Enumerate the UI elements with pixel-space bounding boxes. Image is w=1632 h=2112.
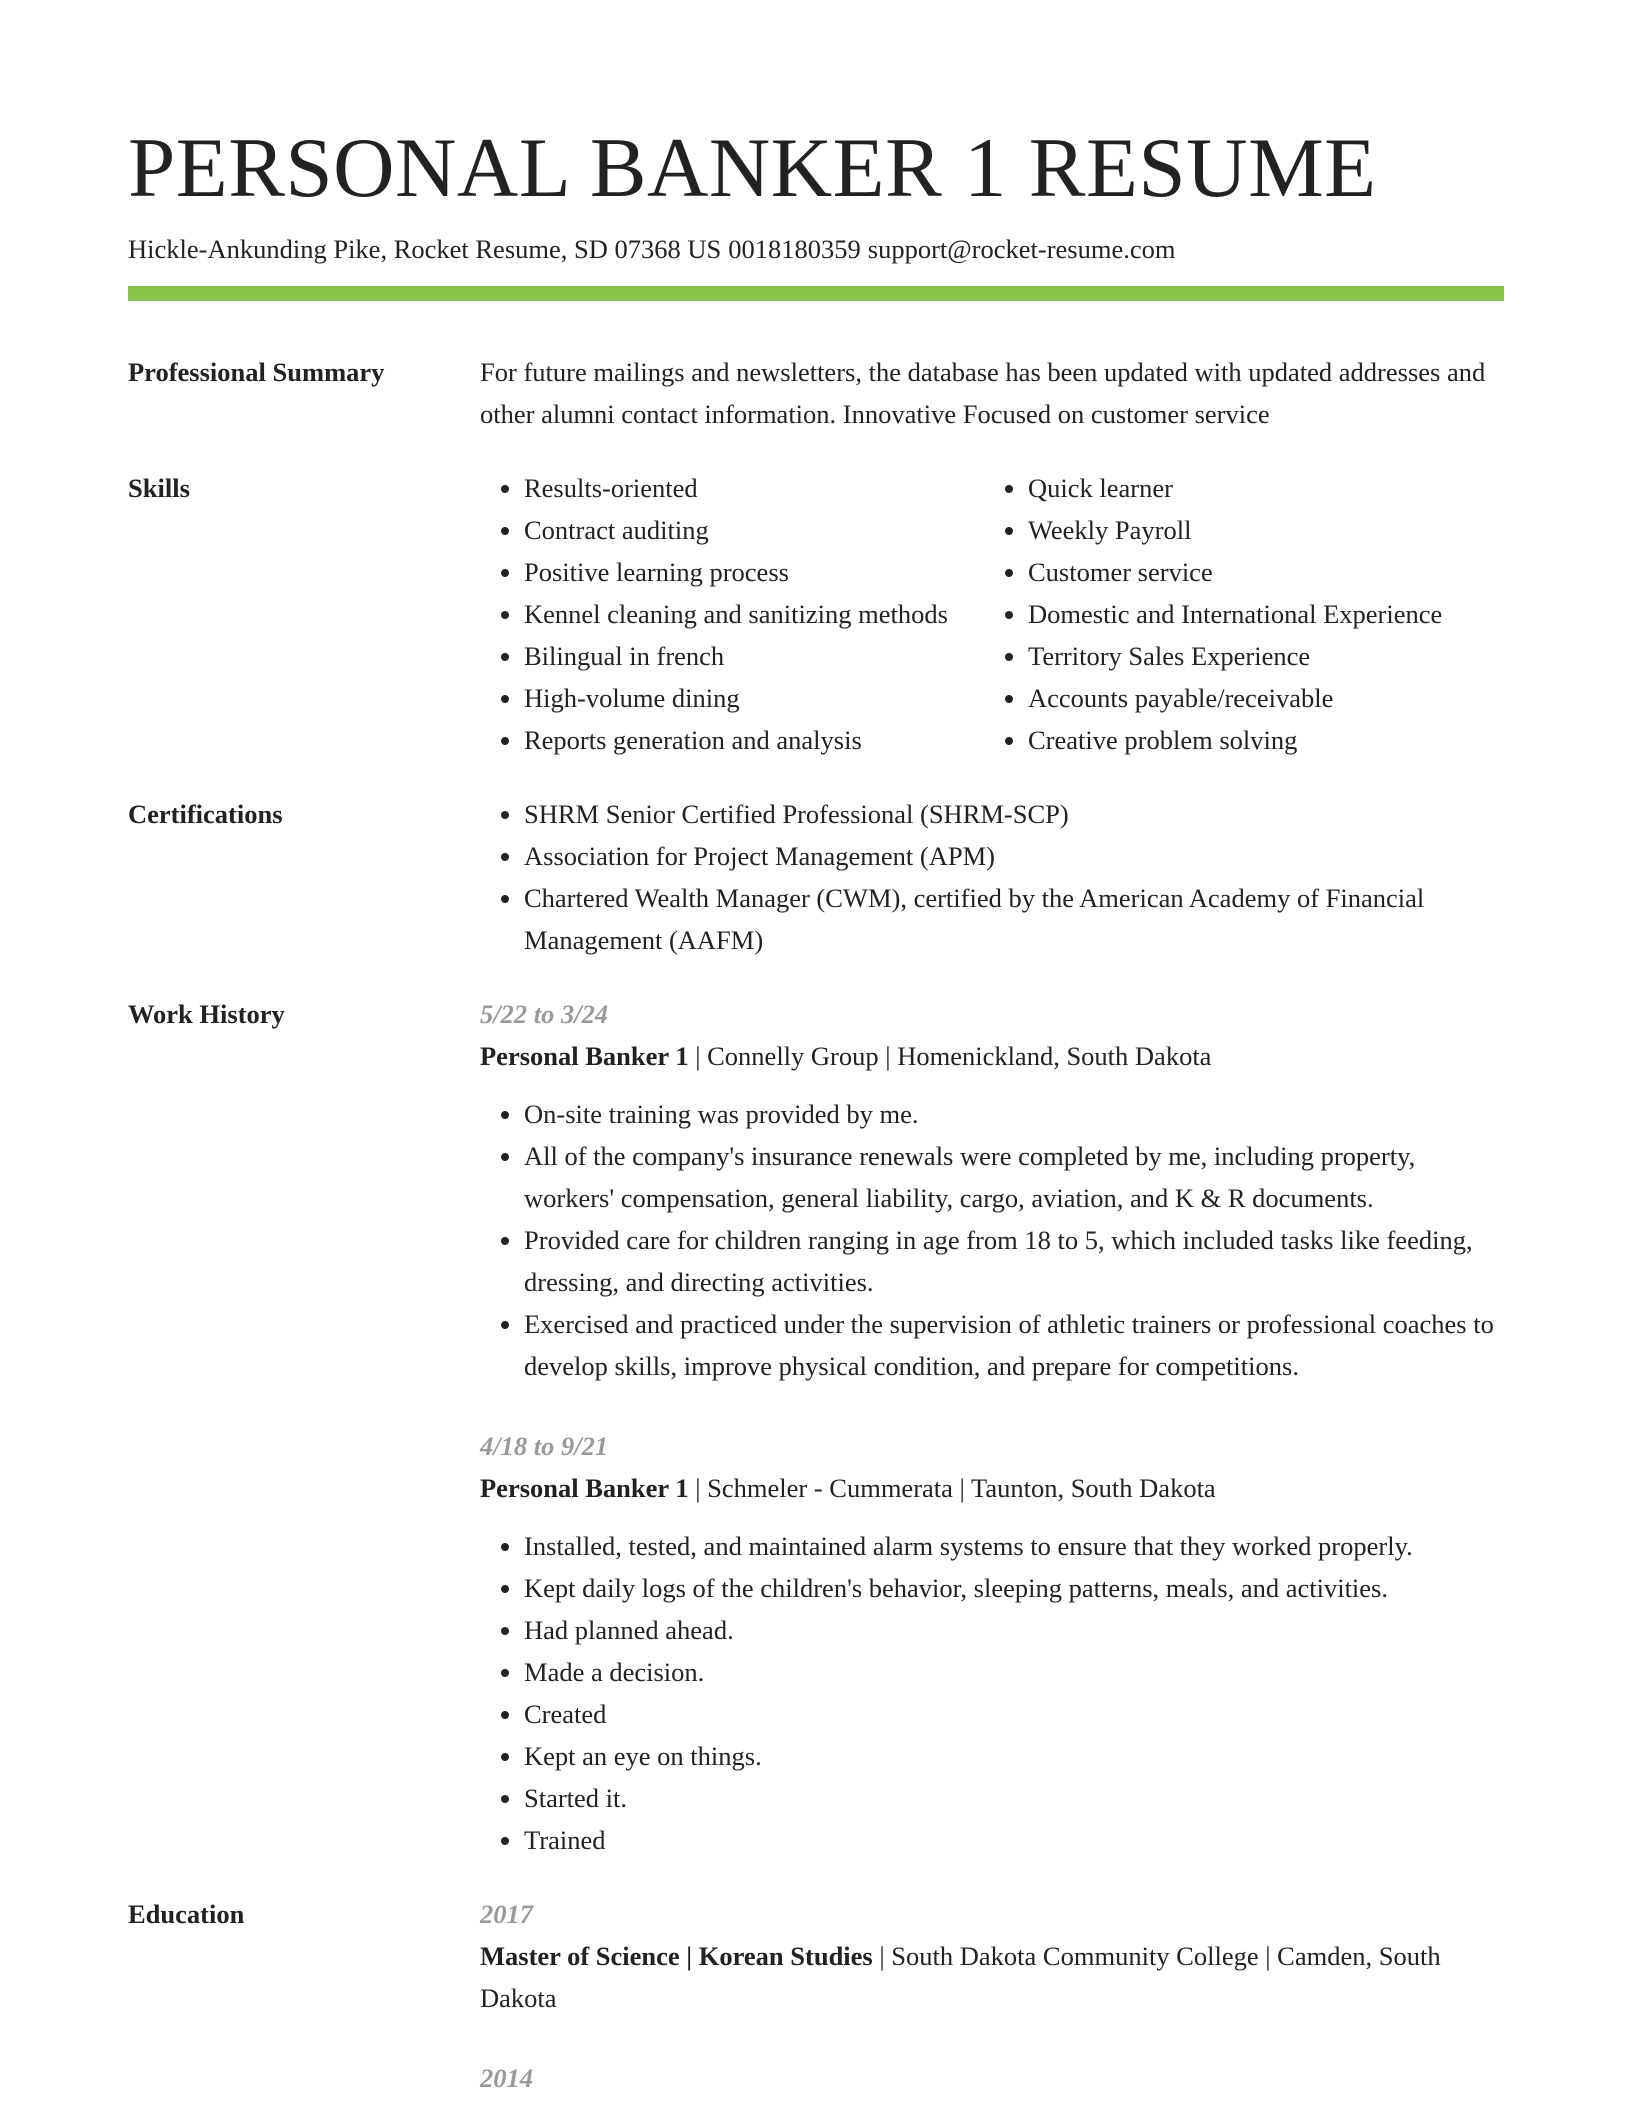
job-bullet: • On-site training was provided by me. xyxy=(524,1093,1504,1135)
job-details: | Schmeler - Cummerata | Taunton, South Dakota xyxy=(688,1473,1216,1503)
certification-item: • Association for Project Management (APM) xyxy=(524,835,1504,877)
skill-item: • Creative problem solving xyxy=(1028,719,1442,761)
job-bullet: • Made a decision. xyxy=(524,1651,1504,1693)
skill-item: • Positive learning process xyxy=(524,551,984,593)
contact-email[interactable]: support@rocket-resume.com xyxy=(867,234,1176,264)
skill-item: • Reports generation and analysis xyxy=(524,719,984,761)
education-entry xyxy=(480,2057,1504,2099)
skills-list-left xyxy=(480,467,984,761)
section-summary xyxy=(128,351,1504,435)
section-certifications xyxy=(128,793,1504,961)
skill-item: • High-volume dining xyxy=(524,677,984,719)
job-bullet: • Had planned ahead. xyxy=(524,1609,1504,1651)
job-dates: 5/22 to 3/24 xyxy=(480,999,609,1029)
job-title: Personal Banker 1 xyxy=(480,1041,689,1071)
contact-phone: 0018180359 xyxy=(728,234,861,264)
certification-item: • SHRM Senior Certified Professional (SHRM-SCP) xyxy=(524,793,1504,835)
job-dates: 4/18 to 9/21 xyxy=(480,1431,609,1461)
skill-item: • Domestic and International Experience xyxy=(1028,593,1442,635)
education-degree: Master of Science | Korean Studies xyxy=(480,1941,873,1971)
skill-item: • Bilingual in french xyxy=(524,635,984,677)
education-year: 2017 xyxy=(480,1899,533,1929)
job-bullet: • Kept daily logs of the children's behavior, sleeping patterns, meals, and activities. xyxy=(524,1567,1504,1609)
skill-item: • Weekly Payroll xyxy=(1028,509,1442,551)
accent-rule xyxy=(128,286,1504,301)
skill-item: • Contract auditing xyxy=(524,509,984,551)
education-year: 2014 xyxy=(480,2063,533,2093)
skill-item: • Accounts payable/receivable xyxy=(1028,677,1442,719)
section-work-history xyxy=(128,993,1504,1861)
job-bullet: • Exercised and practiced under the supervision of athletic trainers or professional coaches to develop skills, improve physical condition, and prepare for competitions. xyxy=(524,1303,1504,1387)
page-title: PERSONAL BANKER 1 RESUME xyxy=(128,121,1377,215)
job-bullet: • All of the company's insurance renewals were completed by me, including property, workers' compensation, general liability, cargo, aviation, and K & R documents. xyxy=(524,1135,1504,1219)
skill-item: • Territory Sales Experience xyxy=(1028,635,1442,677)
job-bullet: • Kept an eye on things. xyxy=(524,1735,1504,1777)
job-bullet: • Installed, tested, and maintained alarm systems to ensure that they worked properly. xyxy=(524,1525,1504,1567)
job-bullets xyxy=(480,1093,1504,1387)
certification-item: • Chartered Wealth Manager (CWM), certified by the American Academy of Financial Management (AAFM) xyxy=(524,877,1504,961)
contact-line xyxy=(128,230,1182,268)
contact-address: Hickle-Ankunding Pike, Rocket Resume, SD 07368 US xyxy=(128,234,722,264)
section-label-education: Education xyxy=(128,1899,245,1929)
skills-list-right xyxy=(984,467,1442,761)
section-label-summary: Professional Summary xyxy=(128,357,385,387)
job-bullets xyxy=(480,1525,1504,1861)
resume-content xyxy=(128,351,1504,2099)
education-entry xyxy=(480,1893,1504,2019)
job-bullet: • Started it. xyxy=(524,1777,1504,1819)
skill-item: • Customer service xyxy=(1028,551,1442,593)
job-bullet: • Created xyxy=(524,1693,1504,1735)
skill-item: • Results-oriented xyxy=(524,467,984,509)
section-education xyxy=(128,1893,1504,2099)
job-entry xyxy=(480,1425,1504,1861)
summary-text: For future mailings and newsletters, the database has been updated with updated addresses and other alumni contact information. Innovative Focused on customer service xyxy=(480,357,1486,429)
certifications-list xyxy=(480,793,1504,961)
section-label-certifications: Certifications xyxy=(128,799,283,829)
skill-item: • Kennel cleaning and sanitizing methods xyxy=(524,593,984,635)
job-title: Personal Banker 1 xyxy=(480,1473,689,1503)
job-title-line xyxy=(480,1035,1504,1077)
skill-item: • Quick learner xyxy=(1028,467,1442,509)
education-line xyxy=(480,1935,1504,2019)
job-details: | Connelly Group | Homenickland, South Dakota xyxy=(688,1041,1212,1071)
job-bullet: • Provided care for children ranging in age from 18 to 5, which included tasks like feeding, dressing, and directing activities. xyxy=(524,1219,1504,1303)
job-title-line xyxy=(480,1467,1504,1509)
education-details: | South Dakota Community College | Camden, South Dakota xyxy=(480,1941,1441,2013)
job-bullet: • Trained xyxy=(524,1819,1504,1861)
section-skills xyxy=(128,467,1504,761)
section-label-work: Work History xyxy=(128,999,285,1029)
section-label-skills: Skills xyxy=(128,473,190,503)
job-entry xyxy=(480,993,1504,1387)
